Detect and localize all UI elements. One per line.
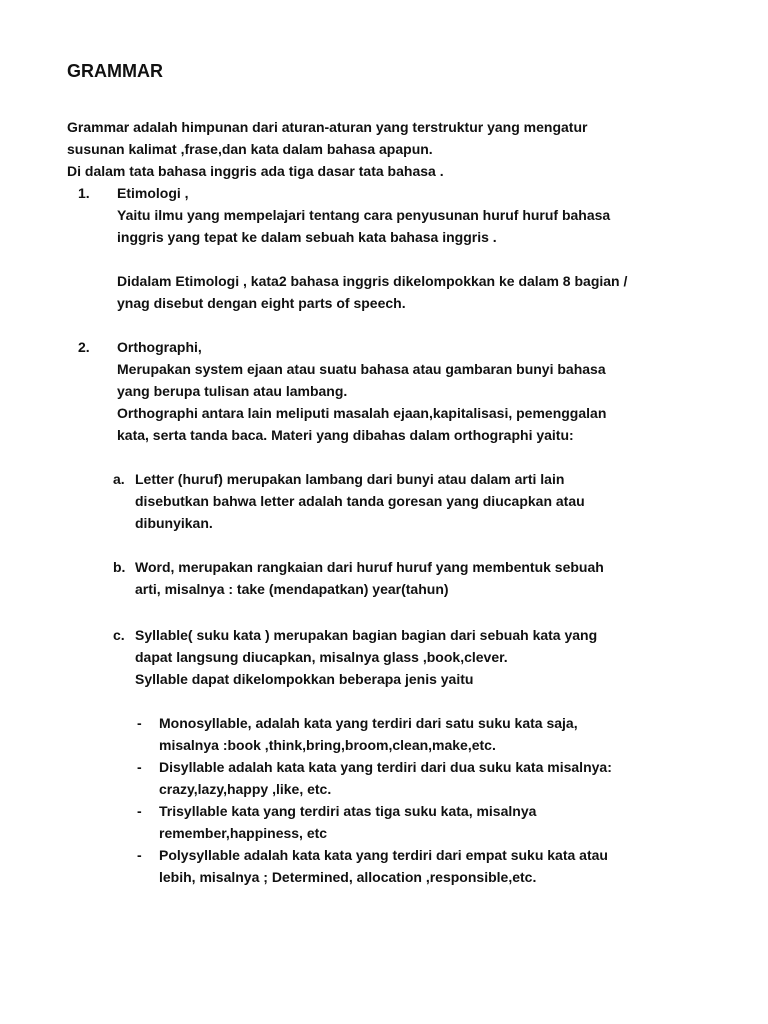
bullet-dash: - <box>137 759 142 775</box>
bullet-dash: - <box>137 847 142 863</box>
list-marker: a. <box>113 471 125 487</box>
bullet-text: Monosyllable, adalah kata yang terdiri dari satu suku kata saja, <box>159 715 578 731</box>
list-text: disebutkan bahwa letter adalah tanda goresan yang diucapkan atau <box>135 493 585 509</box>
section-text: yang berupa tulisan atau lambang. <box>117 383 348 399</box>
list-text: Letter (huruf) merupakan lambang dari bunyi atau dalam arti lain <box>135 471 565 487</box>
list-marker: c. <box>113 627 125 643</box>
list-marker: b. <box>113 559 126 575</box>
bullet-text: Disyllable adalah kata kata yang terdiri dari dua suku kata misalnya: <box>159 759 612 775</box>
list-text: dibunyikan. <box>135 515 213 531</box>
list-text: dapat langsung diucapkan, misalnya glass ,book,clever. <box>135 649 508 665</box>
bullet-text: crazy,lazy,happy ,like, etc. <box>159 781 332 797</box>
bullet-dash: - <box>137 803 142 819</box>
bullet-text: Polysyllable adalah kata kata yang terdiri dari empat suku kata atau <box>159 847 608 863</box>
intro-line: Di dalam tata bahasa inggris ada tiga dasar tata bahasa . <box>67 163 444 179</box>
page-title: GRAMMAR <box>67 61 163 81</box>
section-heading: Orthographi, <box>117 339 202 355</box>
section-text: Yaitu ilmu yang mempelajari tentang cara penyusunan huruf huruf bahasa <box>117 207 611 223</box>
section-number: 1. <box>78 185 90 201</box>
section-heading: Etimologi , <box>117 185 189 201</box>
list-text: Word, merupakan rangkaian dari huruf huruf yang membentuk sebuah <box>135 559 604 575</box>
bullet-text: lebih, misalnya ; Determined, allocation ,responsible,etc. <box>159 869 537 885</box>
section-text: Didalam Etimologi , kata2 bahasa inggris dikelompokkan ke dalam 8 bagian / <box>117 273 628 289</box>
list-text: Syllable( suku kata ) merupakan bagian bagian dari sebuah kata yang <box>135 627 598 643</box>
intro-line: Grammar adalah himpunan dari aturan-aturan yang terstruktur yang mengatur <box>67 119 588 135</box>
section-text: inggris yang tepat ke dalam sebuah kata bahasa inggris . <box>117 229 497 245</box>
section-text: kata, serta tanda baca. Materi yang dibahas dalam orthographi yaitu: <box>117 427 574 443</box>
bullet-text: remember,happiness, etc <box>159 825 328 841</box>
section-text: Merupakan system ejaan atau suatu bahasa atau gambaran bunyi bahasa <box>117 361 606 377</box>
list-text: Syllable dapat dikelompokkan beberapa jenis yaitu <box>135 671 474 687</box>
section-text: ynag disebut dengan eight parts of speech. <box>117 295 406 311</box>
list-text: arti, misalnya : take (mendapatkan) year(tahun) <box>135 581 449 597</box>
bullet-text: Trisyllable kata yang terdiri atas tiga suku kata, misalnya <box>159 803 537 819</box>
bullet-text: misalnya :book ,think,bring,broom,clean,make,etc. <box>159 737 496 753</box>
section-number: 2. <box>78 339 90 355</box>
intro-line: susunan kalimat ,frase,dan kata dalam bahasa apapun. <box>67 141 433 157</box>
section-text: Orthographi antara lain meliputi masalah ejaan,kapitalisasi, pemenggalan <box>117 405 607 421</box>
bullet-dash: - <box>137 715 142 731</box>
